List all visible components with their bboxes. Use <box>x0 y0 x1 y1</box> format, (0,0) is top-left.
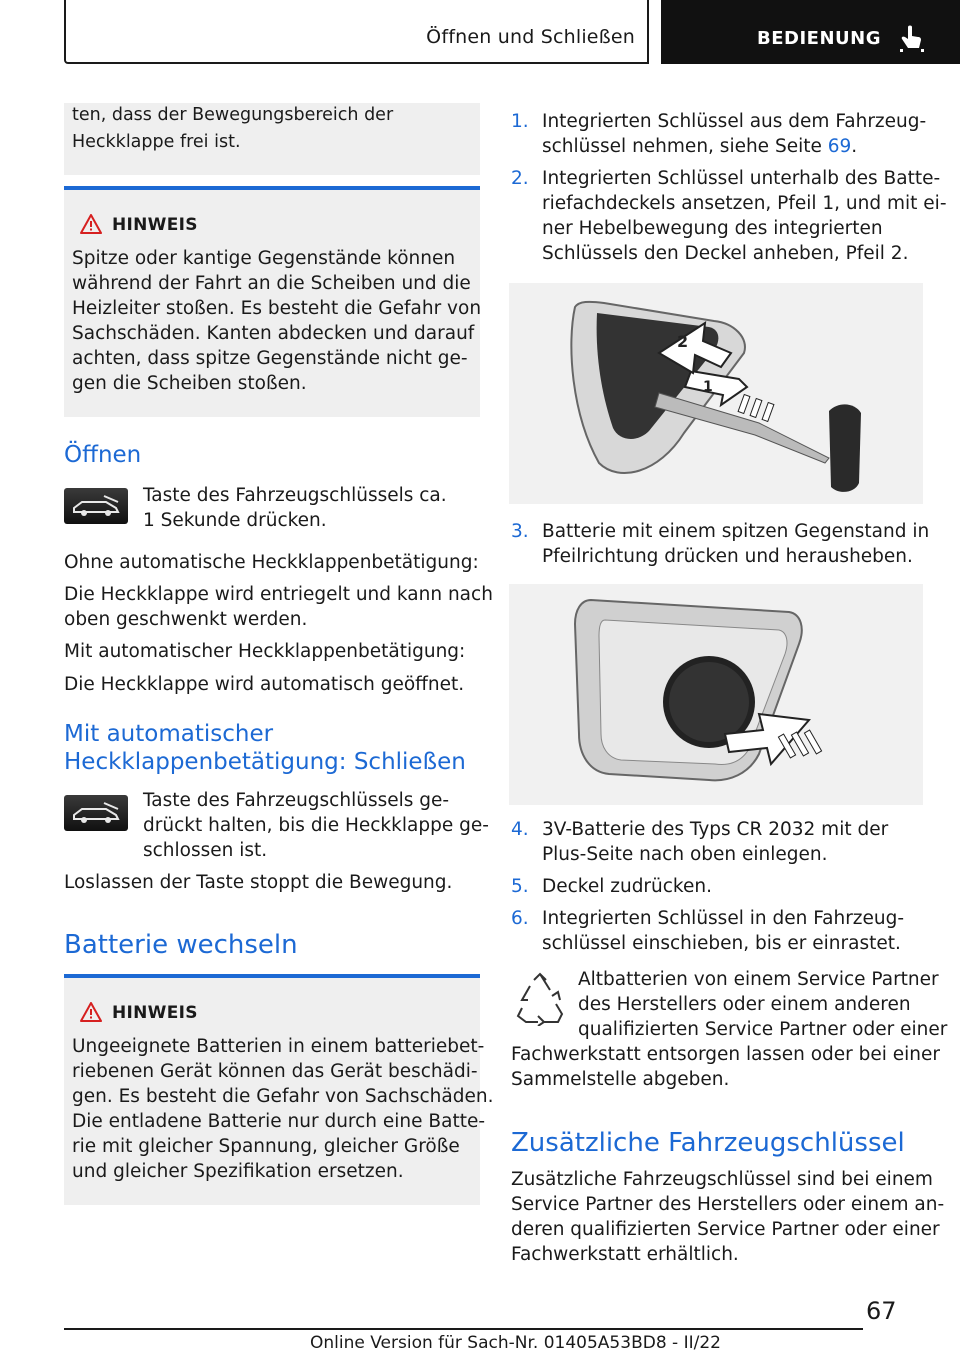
extra-line-2: Service Partner des Herstellers oder einem an- <box>511 1194 945 1215</box>
note1-line-2: während der Fahrt an die Scheiben und die <box>72 273 471 294</box>
header-section-title: Öffnen und Schließen <box>426 26 635 48</box>
step4-number: 4. <box>511 819 529 840</box>
recycle-line-1: Altbatterien von einem Service Partner <box>578 969 939 990</box>
extra-line-3: deren qualifizierten Service Partner oder einer <box>511 1219 940 1240</box>
close-key-text-3: schlossen ist. <box>143 840 268 861</box>
close-heading-2: Heckklappenbetätigung: Schließen <box>64 749 466 775</box>
header-chapter-tab <box>661 0 960 64</box>
step3-line-1: Batterie mit einem spitzen Gegenstand in <box>542 521 930 542</box>
hand-pointer-icon <box>899 24 925 52</box>
step6-line-2: schlüssel einschieben, bis er einrastet. <box>542 933 901 954</box>
note2-title: HINWEIS <box>112 1003 198 1023</box>
close-key-text-1: Taste des Fahrzeugschlüssels ge- <box>143 790 450 811</box>
extra-line-1: Zusätzliche Fahrzeugschlüssel sind bei einem <box>511 1169 933 1190</box>
step2-line-3: ner Hebelbewegung des integrierten <box>542 218 883 239</box>
open-key-text-2: 1 Sekunde drücken. <box>143 510 327 531</box>
step6-number: 6. <box>511 908 529 929</box>
continuation-text-2: Heckklappe frei ist. <box>72 132 241 152</box>
battery-removal-image <box>509 584 923 805</box>
step1-line-2-end: . <box>851 136 858 157</box>
open-paragraph-4: Die Heckklappe wird automatisch geöffnet. <box>64 674 465 695</box>
key-cover-removal-image <box>509 283 923 504</box>
step1-number: 1. <box>511 111 529 132</box>
step1-line-2 <box>542 134 857 159</box>
step1-line-2-text: schlüssel nehmen, siehe Seite <box>542 136 828 157</box>
recycle-line-5: Sammelstelle abgeben. <box>511 1069 730 1090</box>
open-key-text-1: Taste des Fahrzeugschlüssels ca. <box>143 485 447 506</box>
continuation-text-1: ten, dass der Bewegungsbereich der <box>72 105 394 125</box>
car-trunk-icon <box>64 488 128 524</box>
step5-line-1: Deckel zudrücken. <box>542 876 712 897</box>
header-chapter-title: BEDIENUNG <box>757 28 881 49</box>
close-key-text-2: drückt halten, bis die Heckklappe ge- <box>143 815 489 836</box>
step2-line-1: Integrierten Schlüssel unterhalb des Batte- <box>542 168 941 189</box>
page-link-69[interactable]: 69 <box>827 136 852 157</box>
trunk-key-button-close <box>64 795 128 831</box>
note1-line-6: gen die Scheiben stoßen. <box>72 373 307 394</box>
extra-line-4: Fachwerkstatt erhältlich. <box>511 1244 739 1265</box>
recycle-line-3: qualifizierten Service Partner oder einer <box>578 1019 948 1040</box>
note2-line-2: riebenen Gerät können das Gerät beschädi- <box>72 1061 478 1082</box>
car-trunk-icon <box>64 795 128 831</box>
note1-line-3: Heizleiter stoßen. Es besteht die Gefahr von <box>72 298 482 319</box>
recycle-icon <box>514 972 566 1026</box>
page-number: 67 <box>866 1297 897 1325</box>
step2-line-2: riefachdeckels ansetzen, Pfeil 1, und mit ei- <box>542 193 947 214</box>
step1-line-1: Integrierten Schlüssel aus dem Fahrzeug- <box>542 111 927 132</box>
close-paragraph-1: Loslassen der Taste stoppt die Bewegung. <box>64 872 453 893</box>
arrow-label-2: 2 <box>677 332 689 351</box>
note1-line-1: Spitze oder kantige Gegenstände können <box>72 248 456 269</box>
battery-heading: Batterie wechseln <box>64 930 298 960</box>
header-section-tab <box>64 0 649 64</box>
step4-line-2: Plus-Seite nach oben einlegen. <box>542 844 828 865</box>
note2-line-4: Die entladene Batterie nur durch eine Batte- <box>72 1111 486 1132</box>
step4-line-1: 3V-Batterie des Typs CR 2032 mit der <box>542 819 889 840</box>
step2-number: 2. <box>511 168 529 189</box>
step3-number: 3. <box>511 521 529 542</box>
footer-rule <box>64 1328 863 1330</box>
note2-line-6: und gleicher Spezifikation ersetzen. <box>72 1161 404 1182</box>
note1-line-5: achten, dass spitze Gegenstände nicht ge- <box>72 348 468 369</box>
open-paragraph-3: Mit automatischer Heckklappenbetätigung: <box>64 641 466 662</box>
open-paragraph-2a: Die Heckklappe wird entriegelt und kann nach <box>64 584 493 605</box>
note2-line-1: Ungeeignete Batterien in einem batteriebet- <box>72 1036 485 1057</box>
arrow-label-1: 1 <box>703 379 713 395</box>
battery-illustration <box>509 584 923 805</box>
trunk-key-button <box>64 488 128 524</box>
note2-line-5: rie mit gleicher Spannung, gleicher Größe <box>72 1136 460 1157</box>
close-heading-1: Mit automatischer <box>64 721 274 747</box>
footer-online-version: Online Version für Sach-Nr. 01405A53BD8 - II/22 <box>310 1333 721 1353</box>
warning-triangle-icon <box>80 214 102 234</box>
recycle-line-4: Fachwerkstatt entsorgen lassen oder bei einer <box>511 1044 941 1065</box>
step3-line-2: Pfeilrichtung drücken und herausheben. <box>542 546 913 567</box>
open-heading: Öffnen <box>64 442 142 468</box>
warning-triangle-icon <box>80 1002 102 1022</box>
note1-line-4: Sachschäden. Kanten abdecken und darauf <box>72 323 475 344</box>
step6-line-1: Integrierten Schlüssel in den Fahrzeug- <box>542 908 905 929</box>
open-paragraph-2b: oben geschwenkt werden. <box>64 609 308 630</box>
step5-number: 5. <box>511 876 529 897</box>
open-paragraph-1: Ohne automatische Heckklappenbetätigung: <box>64 552 479 573</box>
step2-line-4: Schlüssels den Deckel anheben, Pfeil 2. <box>542 243 909 264</box>
note2-line-3: gen. Es besteht die Gefahr von Sachschäden. <box>72 1086 494 1107</box>
extra-keys-heading: Zusätzliche Fahrzeugschlüssel <box>511 1128 905 1158</box>
key-illustration <box>509 283 923 504</box>
note1-title: HINWEIS <box>112 215 198 235</box>
recycle-line-2: des Herstellers oder einem anderen <box>578 994 911 1015</box>
